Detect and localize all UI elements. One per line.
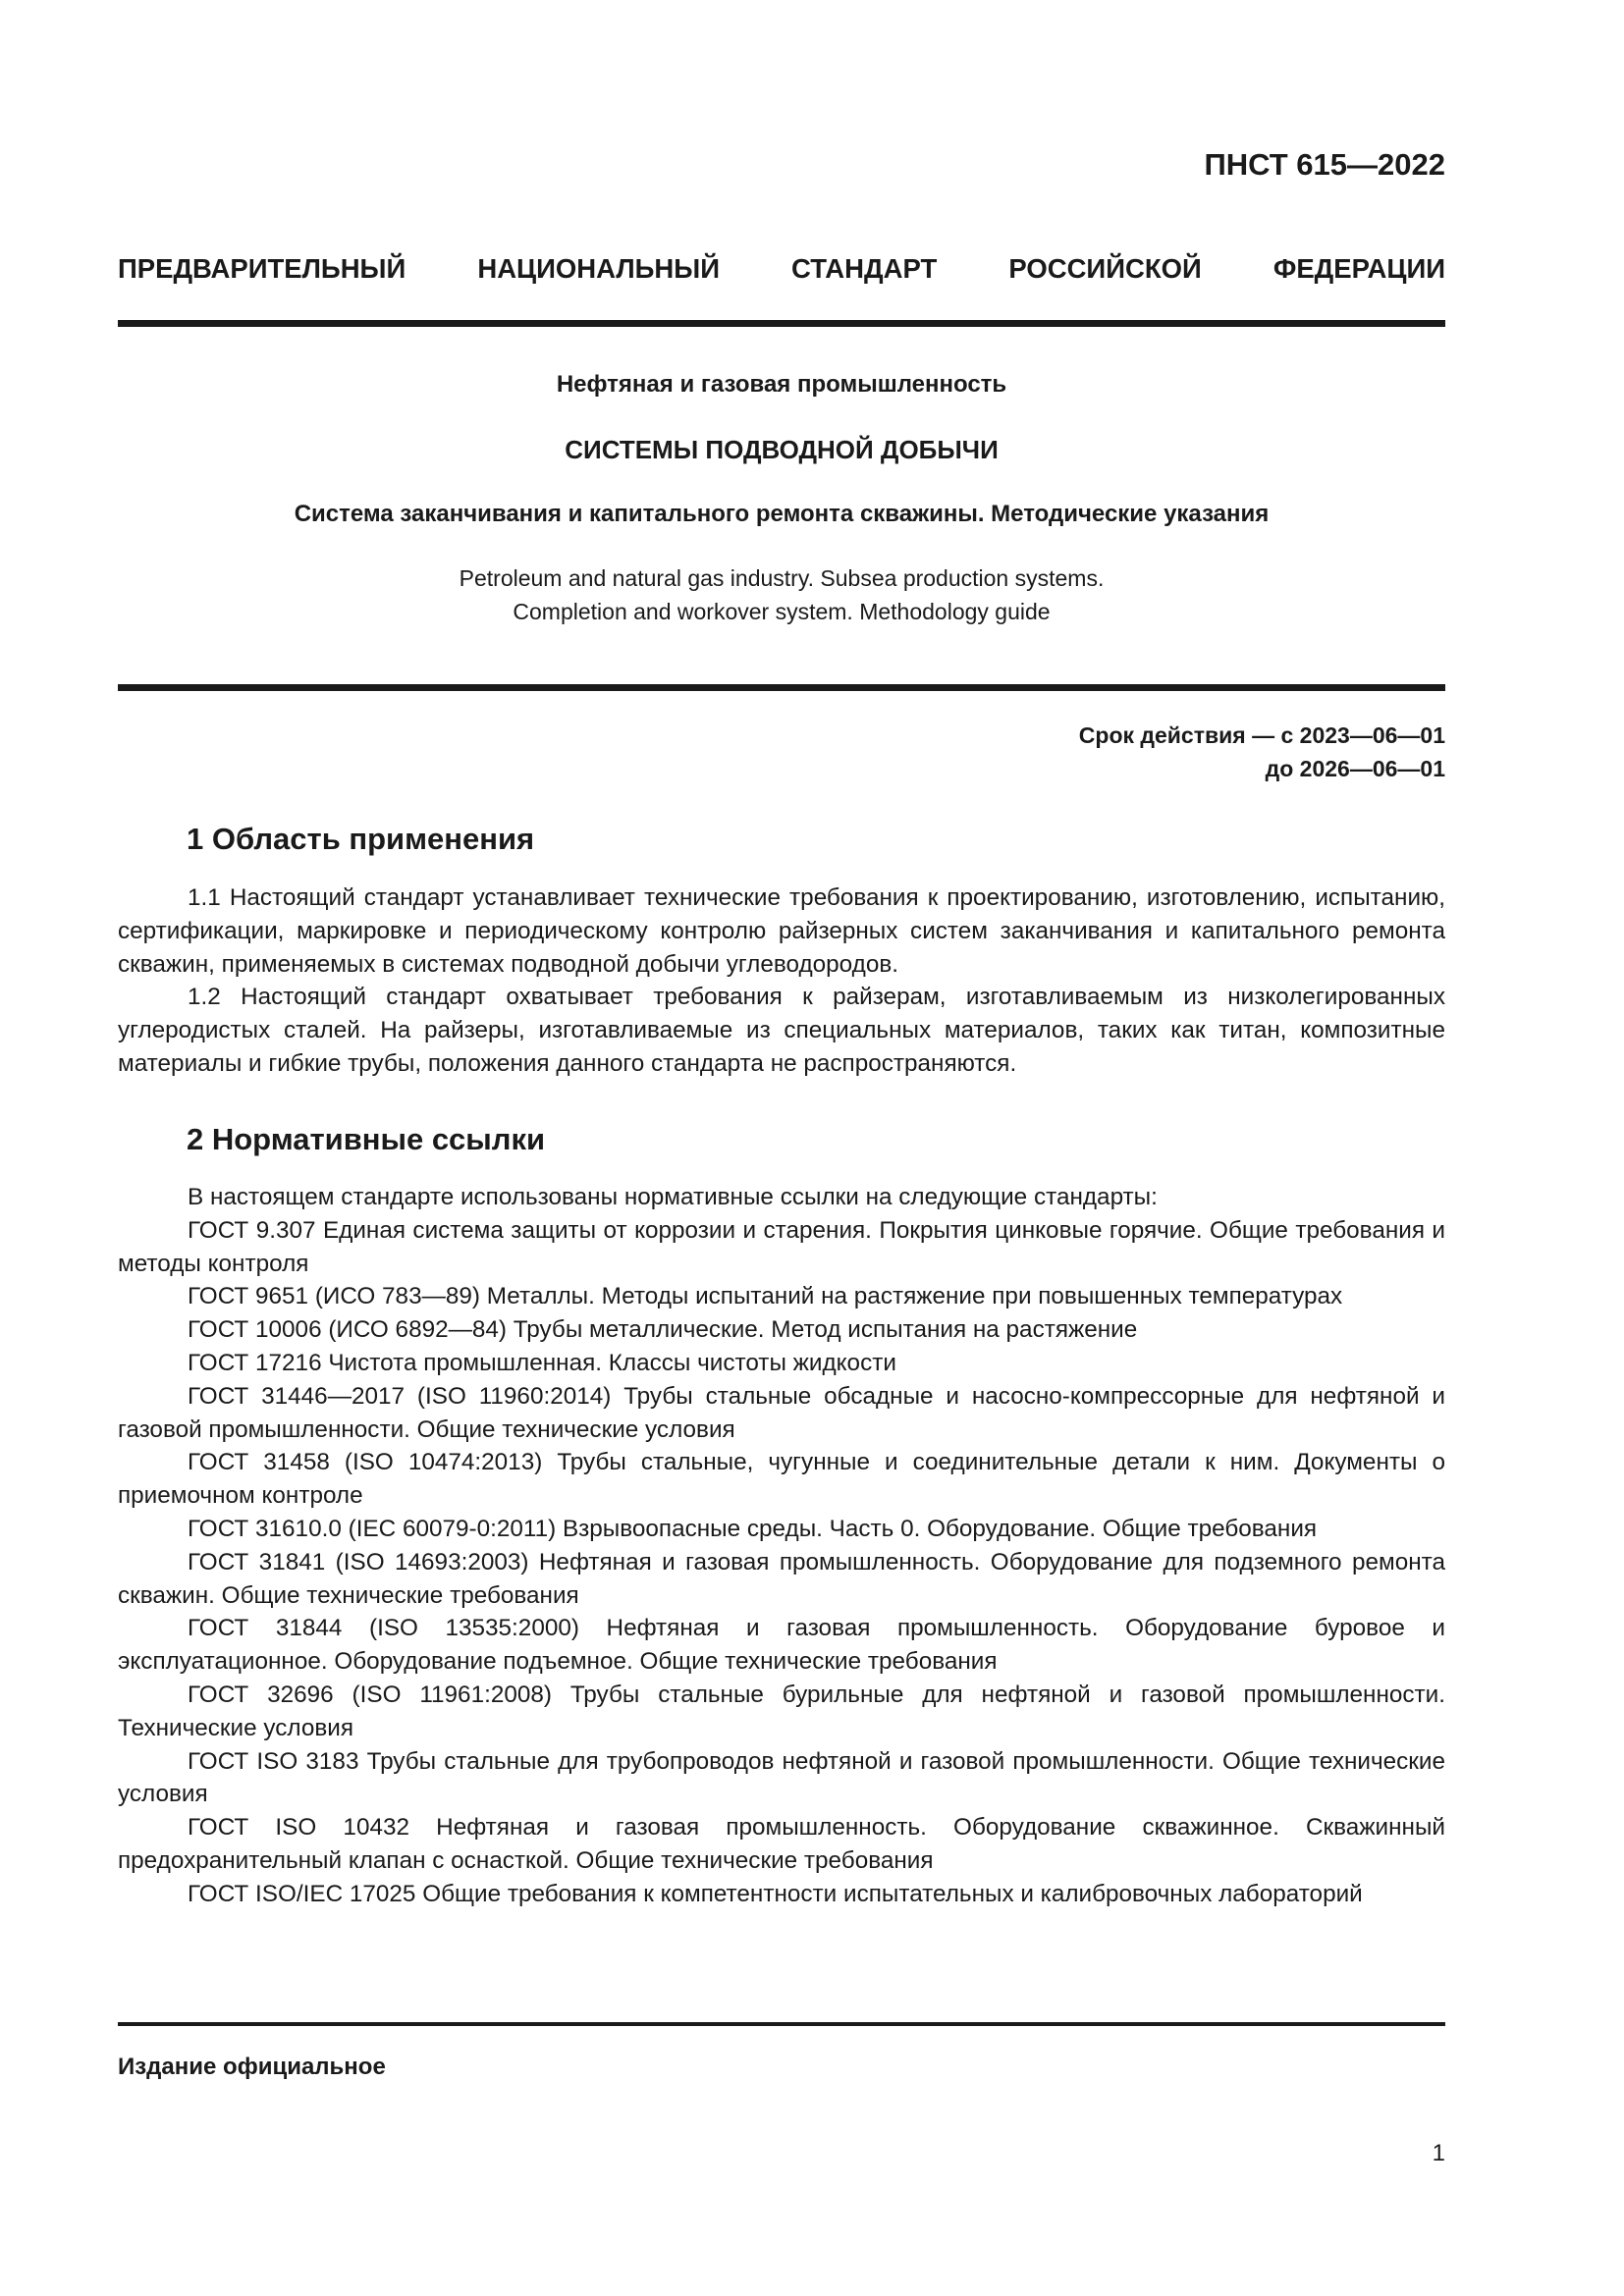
system-title: СИСТЕМЫ ПОДВОДНОЙ ДОБЫЧИ [565,435,999,464]
section-heading: 2 Нормативные ссылки [187,1122,546,1156]
document-subtitle: Система заканчивания и капитального ремонта скважины. Методические указания [294,501,1270,527]
title-divider [118,684,1445,691]
validity-end: до 2026—06—01 [1265,756,1445,781]
reference-item: ГОСТ 32696 (ISO 11961:2008) Трубы стальные бурильные для нефтяной и газовой промышленности. Технические условия [118,1681,1445,1741]
reference-item: ГОСТ 31458 (ISO 10474:2013) Трубы стальные, чугунные и соединительные детали к ним. Документы о приемочном контроле [118,1449,1445,1510]
english-title [118,561,1445,628]
standard-type-title: ПРЕДВАРИТЕЛЬНЫЙ НАЦИОНАЛЬНЫЙ СТАНДАРТ РОССИЙСКОЙ ФЕДЕРАЦИИ [118,253,1445,284]
reference-item: ГОСТ 9651 (ИСО 783—89) Металлы. Методы испытаний на растяжение при повышенных температурах [188,1283,1343,1310]
english-title-line: Petroleum and natural gas industry. Subsea production systems. [459,565,1105,591]
reference-item: ГОСТ 31446—2017 (ISO 11960:2014) Трубы стальные обсадные и насосно-компрессорные для нефтяной и газовой промышленности. Общие технические условия [118,1382,1445,1443]
reference-item: ГОСТ ISO/IEC 17025 Общие требования к компетентности испытательных и калибровочных лабораторий [188,1880,1363,1907]
top-divider [118,320,1445,327]
paragraph: 1.2 Настоящий стандарт охватывает требования к райзерам, изготавливаемым из низколегированных углеродистых сталей. На райзеры, изготавливаемые из специальных материалов, таких как титан, композитные материалы и гибкие трубы, положения данного стандарта не распространяются. [118,984,1445,1077]
validity-start: Срок действия — с 2023—06—01 [1078,722,1445,748]
english-title-line: Completion and workover system. Methodology guide [513,599,1051,624]
industry-title: Нефтяная и газовая промышленность [556,371,1007,398]
validity-period [884,719,1445,785]
reference-item: ГОСТ 17216 Чистота промышленная. Классы чистоты жидкости [188,1349,896,1376]
reference-item: ГОСТ ISO 10432 Нефтяная и газовая промышленность. Оборудование скважинное. Скважинный предохранительный клапан с оснасткой. Общие технические требования [118,1814,1445,1874]
section-body [118,881,1445,1081]
references-intro: В настоящем стандарте использованы нормативные ссылки на следующие стандарты: [188,1184,1158,1210]
section-heading: 1 Область применения [187,822,535,856]
references-list [118,1181,1445,1911]
reference-item: ГОСТ 31610.0 (IEC 60079-0:2011) Взрывоопасные среды. Часть 0. Оборудование. Общие требования [188,1515,1318,1542]
document-number: ПНСТ 615—2022 [1204,147,1445,182]
reference-item: ГОСТ 10006 (ИСО 6892—84) Трубы металлические. Метод испытания на растяжение [188,1316,1138,1344]
reference-item: ГОСТ 31841 (ISO 14693:2003) Нефтяная и газовая промышленность. Оборудование для подземного ремонта скважин. Общие технические требования [118,1548,1445,1609]
reference-item: ГОСТ ISO 3183 Трубы стальные для трубопроводов нефтяной и газовой промышленности. Общие технические условия [118,1747,1445,1808]
edition-label: Издание официальное [118,2054,386,2080]
footer-divider [118,2022,1445,2026]
reference-item: ГОСТ 31844 (ISO 13535:2000) Нефтяная и газовая промышленность. Оборудование буровое и эксплуатационное. Оборудование подъемное. Общие технические требования [118,1615,1445,1676]
page-number: 1 [1432,2140,1445,2166]
reference-item: ГОСТ 9.307 Единая система защиты от коррозии и старения. Покрытия цинковые горячие. Общие требования и методы контроля [118,1216,1445,1277]
paragraph: 1.1 Настоящий стандарт устанавливает технические требования к проектированию, изготовлению, испытанию, сертификации, маркировке и периодическому контролю райзерных систем заканчивания и капитального ремонта скважин, применяемых в системах подводной добычи углеводородов. [118,884,1445,978]
